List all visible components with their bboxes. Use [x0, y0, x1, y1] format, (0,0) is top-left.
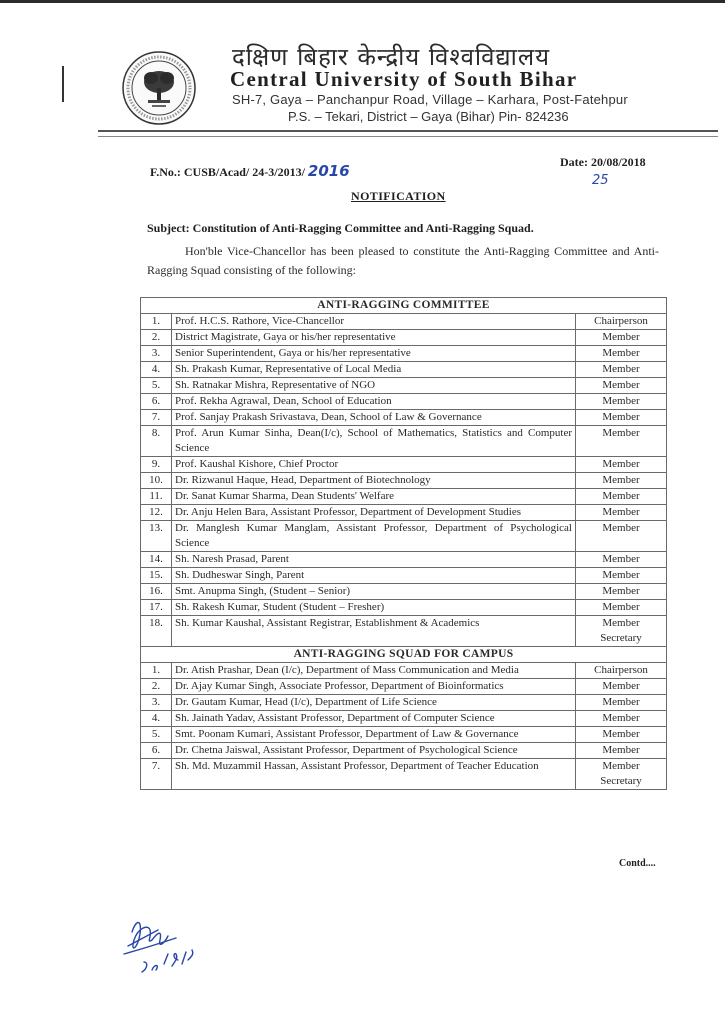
member-role-cell: Chairperson: [576, 314, 667, 330]
university-name-hindi: दक्षिण बिहार केन्द्रीय विश्वविद्यालय: [232, 43, 551, 71]
member-role-cell: Member: [576, 489, 667, 505]
table-row: [141, 695, 667, 711]
notification-date: Date: 20/08/2018: [560, 155, 646, 169]
serial-number-cell: 6.: [141, 743, 172, 759]
serial-number-cell: 11.: [141, 489, 172, 505]
member-description-cell: Sh. Jainath Yadav, Assistant Professor, Department of Computer Science: [172, 711, 576, 727]
member-description-cell: Dr. Anju Helen Bara, Assistant Professor, Department of Development Studies: [172, 505, 576, 521]
serial-number-cell: 6.: [141, 394, 172, 410]
member-role-cell: Member: [576, 679, 667, 695]
member-role-cell: Member: [576, 727, 667, 743]
table-row: [141, 600, 667, 616]
intro-text: Hon'ble Vice-Chancellor has been pleased to constitute the Anti-Ragging Committee and Anti-Ragging Squad consisting of the following:: [147, 244, 659, 277]
address-line-1: SH-7, Gaya – Panchanpur Road, Village – Karhara, Post-Fatehpur: [232, 92, 628, 107]
subject-line: Subject: Constitution of Anti-Ragging Committee and Anti-Ragging Squad.: [147, 221, 534, 235]
table-row: [141, 346, 667, 362]
member-description-cell: Prof. H.C.S. Rathore, Vice-Chancellor: [172, 314, 576, 330]
member-description-cell: Sh. Rakesh Kumar, Student (Student – Fresher): [172, 600, 576, 616]
table-row: [141, 521, 667, 552]
section-heading-row: [141, 298, 667, 314]
member-role-cell: Member: [576, 362, 667, 378]
header-divider: [98, 130, 718, 137]
table-row: [141, 426, 667, 457]
section-heading: ANTI-RAGGING COMMITTEE: [141, 298, 667, 314]
member-description-cell: Dr. Sanat Kumar Sharma, Dean Students' Welfare: [172, 489, 576, 505]
serial-number-cell: 4.: [141, 711, 172, 727]
handwritten-signature: [118, 910, 208, 980]
member-description-cell: Dr. Atish Prashar, Dean (I/c), Department of Mass Communication and Media: [172, 663, 576, 679]
table-row: [141, 568, 667, 584]
member-role-cell: Member: [576, 552, 667, 568]
serial-number-cell: 15.: [141, 568, 172, 584]
table-row: [141, 552, 667, 568]
serial-number-cell: 9.: [141, 457, 172, 473]
member-role-cell: Member: [576, 711, 667, 727]
top-border-line: [0, 0, 725, 3]
section-heading-row: [141, 647, 667, 663]
table-row: [141, 362, 667, 378]
members-table: [140, 297, 667, 790]
address-line-2: P.S. – Tekari, District – Gaya (Bihar) Pin- 824236: [288, 109, 569, 124]
serial-number-cell: 4.: [141, 362, 172, 378]
serial-number-cell: 17.: [141, 600, 172, 616]
member-description-cell: Dr. Gautam Kumar, Head (I/c), Department of Life Science: [172, 695, 576, 711]
member-role-cell: Member: [576, 568, 667, 584]
member-description-cell: Smt. Anupma Singh, (Student – Senior): [172, 584, 576, 600]
member-role-cell: Member Secretary: [576, 616, 667, 647]
member-role-cell: Member: [576, 600, 667, 616]
member-role-cell: Member: [576, 584, 667, 600]
serial-number-cell: 1.: [141, 663, 172, 679]
serial-number-cell: 5.: [141, 727, 172, 743]
serial-number-cell: 7.: [141, 759, 172, 790]
serial-number-cell: 5.: [141, 378, 172, 394]
member-role-cell: Member: [576, 378, 667, 394]
member-role-cell: Member: [576, 426, 667, 457]
serial-number-cell: 2.: [141, 330, 172, 346]
serial-number-cell: 14.: [141, 552, 172, 568]
member-description-cell: Dr. Rizwanul Haque, Head, Department of Biotechnology: [172, 473, 576, 489]
intro-paragraph: [147, 242, 659, 280]
serial-number-cell: 3.: [141, 695, 172, 711]
table-row: [141, 394, 667, 410]
serial-number-cell: 8.: [141, 426, 172, 457]
date-handwritten-note: 25: [592, 173, 609, 188]
notification-title: NOTIFICATION: [351, 189, 446, 203]
member-role-cell: Member: [576, 521, 667, 552]
serial-number-cell: 3.: [141, 346, 172, 362]
member-role-cell: Member: [576, 346, 667, 362]
table-row: [141, 616, 667, 647]
member-description-cell: Dr. Chetna Jaiswal, Assistant Professor, Department of Psychological Science: [172, 743, 576, 759]
member-role-cell: Chairperson: [576, 663, 667, 679]
serial-number-cell: 2.: [141, 679, 172, 695]
member-role-cell: Member: [576, 457, 667, 473]
member-role-cell: Member: [576, 695, 667, 711]
university-seal-logo: [121, 50, 197, 126]
member-role-cell: Member Secretary: [576, 759, 667, 790]
continued-marker: Contd....: [619, 858, 656, 869]
member-role-cell: Member: [576, 505, 667, 521]
member-description-cell: Dr. Ajay Kumar Singh, Associate Professor, Department of Bioinformatics: [172, 679, 576, 695]
member-description-cell: Prof. Rekha Agrawal, Dean, School of Education: [172, 394, 576, 410]
member-description-cell: Smt. Poonam Kumari, Assistant Professor, Department of Law & Governance: [172, 727, 576, 743]
member-description-cell: Sh. Dudheswar Singh, Parent: [172, 568, 576, 584]
member-description-cell: Prof. Arun Kumar Sinha, Dean(I/c), School of Mathematics, Statistics and Computer Science: [172, 426, 576, 457]
table-row: [141, 743, 667, 759]
member-role-cell: Member: [576, 473, 667, 489]
member-description-cell: District Magistrate, Gaya or his/her representative: [172, 330, 576, 346]
member-description-cell: Senior Superintendent, Gaya or his/her representative: [172, 346, 576, 362]
serial-number-cell: 16.: [141, 584, 172, 600]
table-row: [141, 457, 667, 473]
table-row: [141, 727, 667, 743]
member-description-cell: Sh. Ratnakar Mishra, Representative of NGO: [172, 378, 576, 394]
serial-number-cell: 10.: [141, 473, 172, 489]
table-row: [141, 505, 667, 521]
member-description-cell: Sh. Prakash Kumar, Representative of Local Media: [172, 362, 576, 378]
serial-number-cell: 18.: [141, 616, 172, 647]
table-row: [141, 679, 667, 695]
table-row: [141, 410, 667, 426]
table-row: [141, 489, 667, 505]
member-description-cell: Sh. Md. Muzammil Hassan, Assistant Professor, Department of Teacher Education: [172, 759, 576, 790]
member-role-cell: Member: [576, 410, 667, 426]
file-number-text: F.No.: CUSB/Acad/ 24-3/2013/: [150, 165, 305, 179]
member-description-cell: Prof. Kaushal Kishore, Chief Proctor: [172, 457, 576, 473]
section-heading: ANTI-RAGGING SQUAD FOR CAMPUS: [141, 647, 667, 663]
table-row: [141, 330, 667, 346]
serial-number-cell: 7.: [141, 410, 172, 426]
university-name-english: Central University of South Bihar: [230, 67, 578, 91]
serial-number-cell: 1.: [141, 314, 172, 330]
serial-number-cell: 13.: [141, 521, 172, 552]
table-row: [141, 473, 667, 489]
member-role-cell: Member: [576, 743, 667, 759]
table-row: [141, 584, 667, 600]
table-row: [141, 759, 667, 790]
member-role-cell: Member: [576, 394, 667, 410]
member-description-cell: Sh. Naresh Prasad, Parent: [172, 552, 576, 568]
member-description-cell: Prof. Sanjay Prakash Srivastava, Dean, School of Law & Governance: [172, 410, 576, 426]
table-row: [141, 314, 667, 330]
file-number-handwritten: 2016: [307, 162, 350, 180]
table-row: [141, 663, 667, 679]
serial-number-cell: 12.: [141, 505, 172, 521]
table-row: [141, 711, 667, 727]
member-description-cell: Sh. Kumar Kaushal, Assistant Registrar, Establishment & Academics: [172, 616, 576, 647]
file-number: [150, 162, 350, 180]
member-role-cell: Member: [576, 330, 667, 346]
table-row: [141, 378, 667, 394]
member-description-cell: Dr. Manglesh Kumar Manglam, Assistant Professor, Department of Psychological Science: [172, 521, 576, 552]
margin-pen-mark: [62, 66, 64, 102]
